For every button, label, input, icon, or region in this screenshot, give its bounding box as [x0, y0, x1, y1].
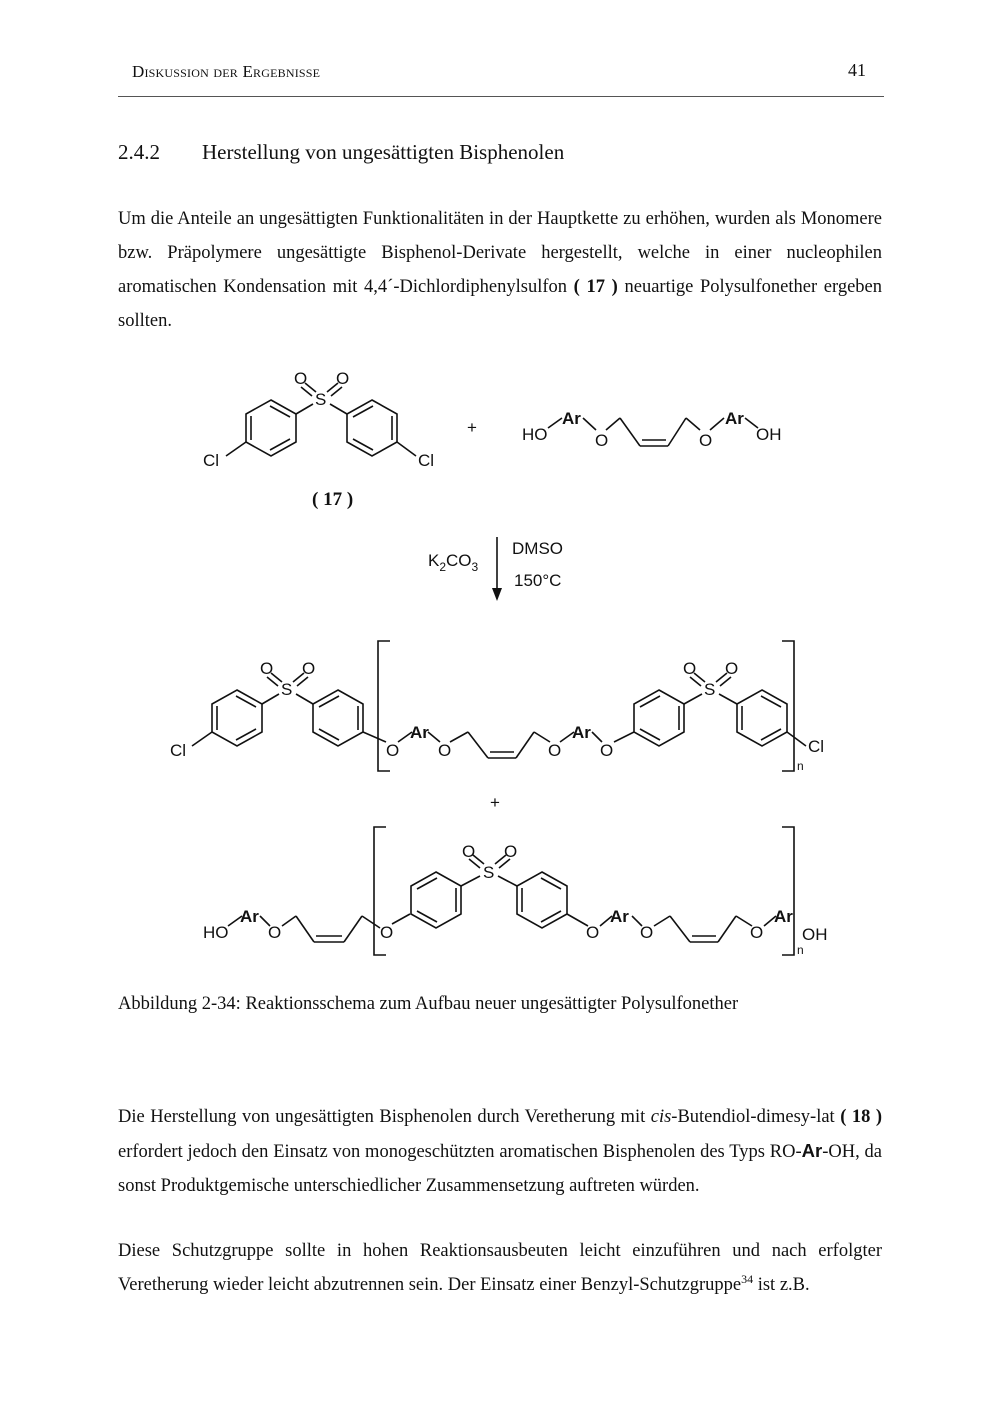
atom-ho: HO [522, 425, 548, 444]
page-number: 41 [848, 60, 866, 80]
atom-o: O [750, 923, 764, 942]
atom-o: O [462, 842, 476, 861]
section-number: 2.4.2 [118, 140, 160, 164]
ar-group: Ar [801, 1140, 823, 1161]
text-run: ist z.B. [753, 1275, 810, 1295]
atom-o: O [683, 659, 697, 678]
atom-s: S [483, 863, 495, 882]
atom-cl: Cl [418, 451, 435, 470]
italic-cis: cis [650, 1107, 672, 1127]
atom-o: O [586, 923, 600, 942]
intro-text-1: Um die Anteile an ungesättigten Funktionalitäten in der Hauptkette zu erhöhen, wurden als Monomere bzw. Präpolymere ungesättigte Bisphenol-Derivate hergestellt, welche in einer nucleophilen aromatischen Kondensation mit 4,4´-Dichlordiphenylsulfon [118, 209, 882, 297]
atom-ar: Ar [240, 907, 259, 926]
atom-s: S [704, 680, 716, 699]
atom-ho: HO [203, 923, 229, 942]
atom-ar: Ar [610, 907, 629, 926]
plus-sign: + [490, 793, 500, 812]
atom-o: O [268, 923, 282, 942]
atom-o: O [595, 431, 609, 450]
atom-o: O [504, 842, 518, 861]
atom-ar: Ar [562, 409, 581, 428]
figure-caption: Abbildung 2-34: Reaktionsschema zum Aufbau neuer ungesättigter Polysulfonether [118, 994, 739, 1014]
atom-o: O [294, 369, 308, 388]
atom-o: O [260, 659, 274, 678]
body-paragraph-2 [118, 1100, 882, 1203]
atom-o: O [438, 741, 452, 760]
atom-oh: OH [802, 925, 828, 944]
repeat-unit-n: n [797, 759, 804, 773]
compound-label-17: ( 17 ) [312, 489, 354, 510]
compound-ref-17: ( 17 ) [573, 277, 618, 297]
section-title: Herstellung von ungesättigten Bisphenolen [202, 140, 565, 164]
plus-sign: + [467, 418, 477, 437]
product-1-structure [192, 641, 806, 771]
atom-o: O [600, 741, 614, 760]
atom-cl: Cl [203, 451, 220, 470]
body-paragraph-3 [118, 1234, 882, 1302]
text-run: Die Herstellung von ungesättigten Bisphenolen durch Veretherung mit [118, 1107, 651, 1127]
intro-text-2: neuartige Polysulfonether ergeben sollten. [118, 277, 883, 331]
atom-o: O [380, 923, 394, 942]
atom-ar: Ar [410, 723, 429, 742]
temperature-label: 150°C [514, 571, 562, 590]
text-run: -Butendiol-dimesy-lat [671, 1107, 841, 1127]
reagent-k2co3: $K_2CO_3$ [428, 551, 479, 574]
atom-oh: OH [756, 425, 782, 444]
text-run: erfordert jedoch den Einsatz von monogeschützten aromatischen Bisphenolen des Typs RO- [118, 1142, 802, 1162]
atom-o: O [336, 369, 350, 388]
atom-ar: Ar [774, 907, 793, 926]
atom-ar: Ar [572, 723, 591, 742]
text-run: -OH, da sonst Produktgemische unterschiedlicher Zusammensetzung auftreten würden. [118, 1142, 883, 1196]
atom-cl: Cl [808, 737, 825, 756]
atom-o: O [725, 659, 739, 678]
footnote-ref[interactable]: 34 [741, 1271, 754, 1286]
solvent-label: DMSO [512, 539, 563, 558]
arrow-head [492, 588, 502, 601]
atom-s: S [315, 390, 327, 409]
atom-o: O [640, 923, 654, 942]
repeat-unit-n: n [797, 943, 804, 957]
compound-ref-18: ( 18 ) [840, 1107, 882, 1127]
atom-cl: Cl [170, 741, 187, 760]
atom-o: O [302, 659, 316, 678]
running-title: Diskussion der Ergebnisse [132, 62, 321, 81]
atom-o: O [386, 741, 400, 760]
atom-s: S [281, 680, 293, 699]
atom-o: O [699, 431, 713, 450]
text-run: Diese Schutzgruppe sollte in hohen Reaktionsausbeuten leicht einzuführen und nach erfolgter Veretherung wieder leicht abzutrennen sein. Der Einsatz einer Benzyl-Schutzgruppe [118, 1241, 882, 1295]
atom-ar: Ar [725, 409, 744, 428]
atom-o: O [548, 741, 562, 760]
